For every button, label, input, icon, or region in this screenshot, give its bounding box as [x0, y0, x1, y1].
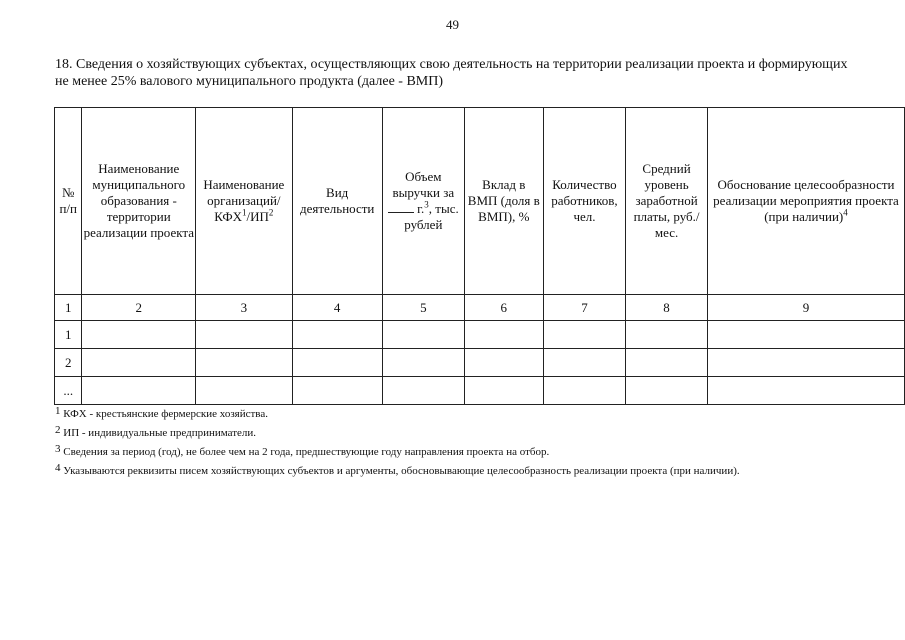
table-cell: [707, 349, 904, 377]
header-justification: [707, 108, 904, 295]
column-number: 5: [382, 295, 464, 321]
footnote-ref-1: 1: [242, 207, 247, 218]
table-cell: [196, 349, 292, 377]
column-number: 2: [82, 295, 196, 321]
table-cell: [626, 377, 708, 405]
section-heading: 18. Сведения о хозяйствующих субъектах, осуществляющих свою деятельность на территории реализации проекта и формирующих не менее 25% валового муниципального продукта (далее - ВМП): [55, 57, 848, 89]
table-cell: [543, 321, 625, 349]
row-number: ...: [55, 377, 82, 405]
footnote-mark: 4: [55, 462, 61, 474]
table-cell: [626, 321, 708, 349]
column-number: 6: [464, 295, 543, 321]
column-number: 7: [543, 295, 625, 321]
table-cell: [196, 377, 292, 405]
header-activity: Вид деятельности: [292, 108, 382, 295]
table-row: [55, 321, 905, 349]
footnote-ref-4: 4: [843, 207, 848, 218]
header-revenue-unit: , тыс. рублей: [404, 201, 459, 232]
header-employees: Количество работников, чел.: [543, 108, 625, 295]
header-salary: Средний уровень заработной платы, руб./мес.: [626, 108, 708, 295]
table-cell: [464, 321, 543, 349]
page-number: 49: [446, 17, 459, 32]
table-cell: [707, 377, 904, 405]
table-cell: [543, 349, 625, 377]
footnote: [55, 464, 815, 478]
footnote-text: Указываются реквизиты писем хозяйствующих субъектов и аргументы, обосновывающие целесообразность реализации проекта (при наличии).: [63, 465, 740, 477]
header-municipality: Наименование муниципального образования - территории реализации проекта: [82, 108, 196, 295]
header-organization-ip: /ИП: [246, 209, 269, 224]
header-vmp-share: Вклад в ВМП (доля в ВМП), %: [464, 108, 543, 295]
table-cell: [196, 321, 292, 349]
row-number: 2: [55, 349, 82, 377]
column-number: 1: [55, 295, 82, 321]
table-cell: [382, 377, 464, 405]
footnote-mark: 2: [55, 424, 61, 436]
column-number: 3: [196, 295, 292, 321]
column-number: 4: [292, 295, 382, 321]
footnote-text: ИП - индивидуальные предприниматели.: [63, 427, 257, 439]
table-row: [55, 377, 905, 405]
table-cell: [82, 321, 196, 349]
row-number: 1: [55, 321, 82, 349]
footnote: [55, 445, 815, 459]
column-numbers-row: [55, 295, 905, 321]
header-row: [55, 108, 905, 295]
footnotes: [55, 407, 815, 483]
header-justification-text: Обоснование целесообразности реализации мероприятия проекта (при наличии): [713, 177, 899, 224]
header-revenue: [382, 108, 464, 295]
table-cell: [382, 349, 464, 377]
footnote-mark: 1: [55, 405, 61, 417]
table-cell: [292, 349, 382, 377]
table-cell: [382, 321, 464, 349]
footnote-text: Сведения за период (год), не более чем на 2 года, предшествующие году направления проекта на отбор.: [63, 446, 550, 458]
business-entities-table: [54, 107, 905, 405]
table-cell: [543, 377, 625, 405]
table-cell: [464, 349, 543, 377]
table-cell: [626, 349, 708, 377]
table-cell: [292, 321, 382, 349]
table-cell: [82, 377, 196, 405]
footnote-mark: 3: [55, 443, 61, 455]
header-number: № п/п: [55, 108, 82, 295]
header-revenue-text: Объем выручки за: [392, 169, 455, 200]
year-blank-line: [388, 202, 414, 213]
column-number: 9: [707, 295, 904, 321]
footnote: [55, 426, 815, 440]
column-number: 8: [626, 295, 708, 321]
table-cell: [82, 349, 196, 377]
table-row: [55, 349, 905, 377]
footnote-ref-2: 2: [268, 207, 274, 218]
header-organization: [196, 108, 292, 295]
footnote: [55, 407, 815, 421]
footnote-ref-3: 3: [424, 199, 429, 210]
header-revenue-year: г.: [417, 201, 425, 216]
table-cell: [707, 321, 904, 349]
table-cell: [292, 377, 382, 405]
footnote-text: КФХ - крестьянские фермерские хозяйства.: [63, 408, 268, 420]
table-cell: [464, 377, 543, 405]
header-organization-text: Наименование организаций/ КФХ: [203, 177, 285, 224]
